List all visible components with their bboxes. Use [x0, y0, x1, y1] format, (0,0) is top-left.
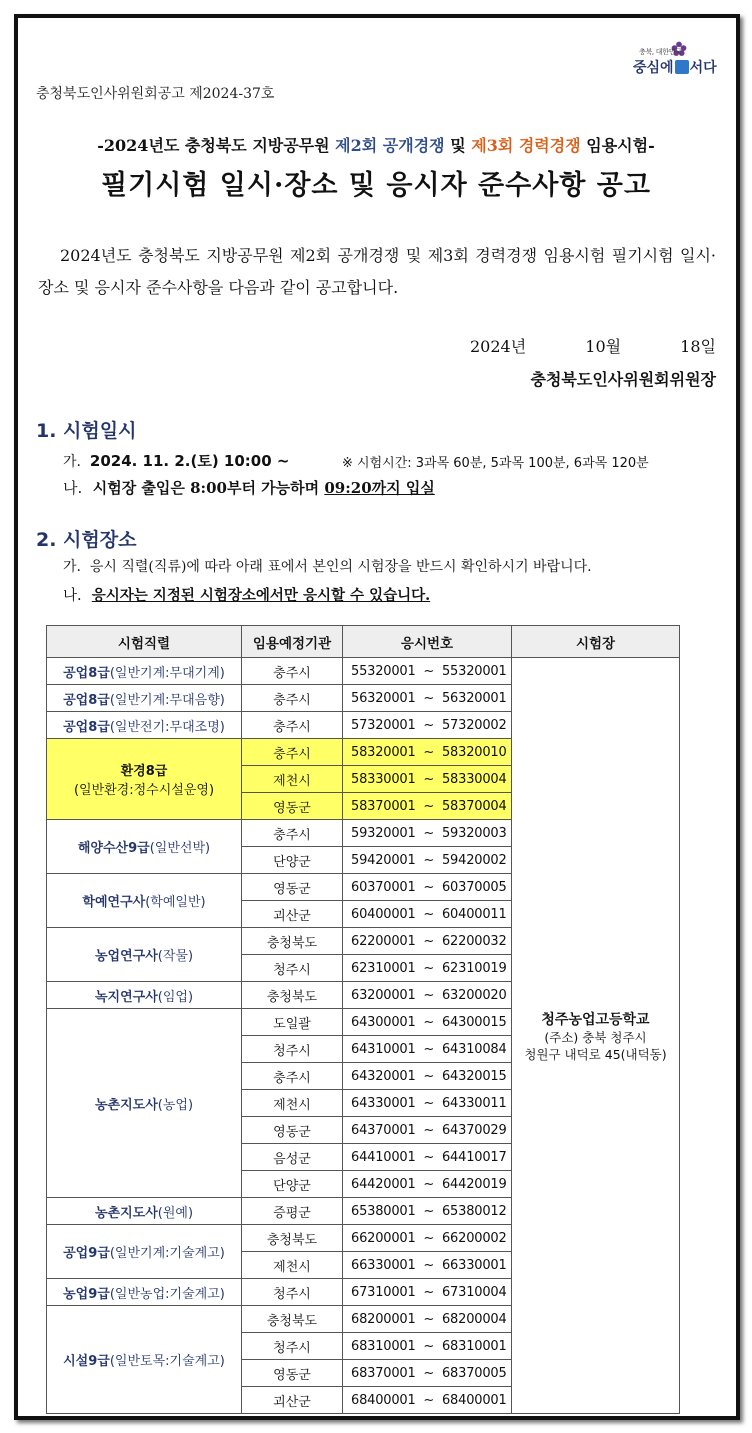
- agency-cell: 청주시: [242, 955, 343, 982]
- job-cell: [47, 982, 242, 1009]
- agency-cell: 영동군: [242, 1360, 343, 1387]
- job-detail: (임업): [157, 989, 194, 1005]
- header-number: 응시번호: [343, 626, 512, 658]
- number-range-cell: 58330001 ~ 58330004: [343, 766, 512, 793]
- agency-cell: 청주시: [242, 1279, 343, 1306]
- job-cell: [47, 739, 242, 820]
- number-range-cell: 64310001 ~ 64310084: [343, 1036, 512, 1063]
- agency-cell: 제천시: [242, 1252, 343, 1279]
- number-range-cell: 58370001 ~ 58370004: [343, 793, 512, 820]
- agency-cell: 충주시: [242, 739, 343, 766]
- agency-cell: 충주시: [242, 658, 343, 685]
- table-row: [47, 658, 680, 685]
- agency-cell: 증평군: [242, 1198, 343, 1225]
- job-cell: [47, 685, 242, 712]
- job-cell: [47, 928, 242, 982]
- job-cell: [47, 1009, 242, 1198]
- agency-cell: 충청북도: [242, 1306, 343, 1333]
- main-title: 필기시험 일시·장소 및 응시자 준수사항 공고: [101, 170, 651, 201]
- number-range-cell: 60370001 ~ 60370005: [343, 874, 512, 901]
- date-year: 2024년: [470, 337, 527, 356]
- job-title: 농촌지도사: [94, 1097, 158, 1113]
- number-range-cell: 64420001 ~ 64420019: [343, 1171, 512, 1198]
- agency-cell: 청주시: [242, 1036, 343, 1063]
- agency-cell: 청주시: [242, 1333, 343, 1360]
- agency-cell: 영동군: [242, 874, 343, 901]
- job-title: 해양수산9급: [77, 841, 150, 856]
- job-detail: (일반기계:무대음향): [109, 692, 225, 708]
- agency-cell: 영동군: [242, 793, 343, 820]
- number-range-cell: 55320001 ~ 55320001: [343, 658, 512, 685]
- agency-cell: 충청북도: [242, 928, 343, 955]
- job-detail: (일반기계:기술계고): [109, 1246, 225, 1261]
- job-title: 농업9급: [63, 1286, 110, 1302]
- number-range-cell: 56320001 ~ 56320001: [343, 685, 512, 712]
- exam-place-cell: [512, 658, 680, 1414]
- agency-cell: 제천시: [242, 766, 343, 793]
- number-range-cell: 68370001 ~ 68370005: [343, 1360, 512, 1387]
- agency-cell: 충주시: [242, 1063, 343, 1090]
- job-cell: [47, 1306, 242, 1414]
- agency-cell: 도일괄: [242, 1009, 343, 1036]
- number-range-cell: 62200001 ~ 62200032: [343, 928, 512, 955]
- job-detail: (일반농업:기술계고): [109, 1286, 225, 1302]
- signer: 충청북도인사위원회위원장: [530, 370, 716, 389]
- number-range-cell: 64320001 ~ 64320015: [343, 1063, 512, 1090]
- job-title: 농촌지도사: [94, 1205, 158, 1221]
- agency-cell: 음성군: [242, 1144, 343, 1171]
- agency-cell: 충청북도: [242, 982, 343, 1009]
- section2-item-ga: 가. 응시 직렬(직류)에 따라 아래 표에서 본인의 시험장을 반드시 확인하시기 바랍니다.: [63, 559, 592, 575]
- job-detail: (일반환경:정수시설운영): [73, 783, 215, 798]
- number-range-cell: 68200001 ~ 68200004: [343, 1306, 512, 1333]
- job-cell: [47, 874, 242, 928]
- notice-number: 충청북도인사위원회공고 제2024-37호: [36, 86, 275, 102]
- section2-item-na: 나. 응시자는 지정된 시험장소에서만 응시할 수 있습니다.: [63, 587, 431, 604]
- agency-cell: 괴산군: [242, 901, 343, 928]
- number-range-cell: 59320001 ~ 59320003: [343, 820, 512, 847]
- job-detail: (일반선박): [149, 841, 211, 856]
- number-range-cell: 63200001 ~ 63200020: [343, 982, 512, 1009]
- job-cell: [47, 1279, 242, 1306]
- logo-slogan: 중심에 서다: [633, 60, 717, 76]
- number-range-cell: 57320001 ~ 57320002: [343, 712, 512, 739]
- job-title: 농업연구사: [94, 949, 158, 964]
- number-range-cell: 66200001 ~ 66200002: [343, 1225, 512, 1252]
- place-address-line1: (주소) 충북 청주시: [544, 1029, 647, 1045]
- logo: [633, 40, 723, 74]
- number-range-cell: 59420001 ~ 59420002: [343, 847, 512, 874]
- job-detail: (농업): [157, 1097, 194, 1113]
- agency-cell: 괴산군: [242, 1387, 343, 1414]
- section1-title: 1. 시험일시: [36, 420, 137, 442]
- header-place: 시험장: [512, 626, 680, 658]
- job-title: 학예연구사: [82, 895, 146, 910]
- number-range-cell: 64370001 ~ 64370029: [343, 1117, 512, 1144]
- place-address-line2: 청원구 내덕로 45(내덕동): [524, 1046, 667, 1062]
- number-range-cell: 66330001 ~ 66330001: [343, 1252, 512, 1279]
- logo-caption: 충북, 대한민국: [639, 48, 682, 56]
- number-range-cell: 62310001 ~ 62310019: [343, 955, 512, 982]
- number-range-cell: 68310001 ~ 68310001: [343, 1333, 512, 1360]
- section1-item-na: 나. 시험장 출입은 8:00부터 가능하며 09:20까지 입실: [63, 479, 435, 497]
- agency-cell: 단양군: [242, 847, 343, 874]
- job-cell: [47, 1225, 242, 1279]
- notice-date: [470, 334, 716, 357]
- job-title: 공업9급: [63, 1246, 110, 1261]
- number-range-cell: 68400001 ~ 68400001: [343, 1387, 512, 1414]
- table-header-row: [47, 626, 680, 658]
- job-detail: (원예): [157, 1205, 194, 1221]
- header-job: 시험직렬: [47, 626, 242, 658]
- section2-title: 2. 시험장소: [36, 529, 137, 551]
- agency-cell: 단양군: [242, 1171, 343, 1198]
- number-range-cell: 64300001 ~ 64300015: [343, 1009, 512, 1036]
- number-range-cell: 64330001 ~ 64330011: [343, 1090, 512, 1117]
- job-title: 공업8급: [63, 692, 110, 708]
- number-range-cell: 64410001 ~ 64410017: [343, 1144, 512, 1171]
- job-cell: [47, 712, 242, 739]
- job-title: 공업8급: [63, 719, 110, 735]
- job-detail: (일반전기:무대조명): [109, 719, 225, 735]
- job-cell: [47, 820, 242, 874]
- number-range-cell: 65380001 ~ 65380012: [343, 1198, 512, 1225]
- place-name: 청주농업고등학교: [541, 1011, 650, 1028]
- intro-paragraph: 2024년도 충청북도 지방공무원 제2회 공개경쟁 및 제3회 경력경쟁 임용시험 필기시험 일시·장소 및 응시자 준수사항을 다음과 같이 공고합니다.: [38, 246, 716, 297]
- job-cell: [47, 658, 242, 685]
- number-range-cell: 60400001 ~ 60400011: [343, 901, 512, 928]
- agency-cell: 충청북도: [242, 1225, 343, 1252]
- header-agency: 임용예정기관: [242, 626, 343, 658]
- agency-cell: 제천시: [242, 1090, 343, 1117]
- job-title: 공업8급: [63, 665, 110, 681]
- job-title: 환경8급: [120, 764, 168, 779]
- subtitle: -2024년도 충청북도 지방공무원 제2회 공개경쟁 및 제3회 경력경쟁 임용시험-: [97, 136, 655, 155]
- date-month: 10월: [585, 337, 622, 356]
- job-title: 녹지연구사: [94, 989, 158, 1005]
- agency-cell: 충주시: [242, 712, 343, 739]
- agency-cell: 영동군: [242, 1117, 343, 1144]
- agency-cell: 충주시: [242, 820, 343, 847]
- agency-cell: 충주시: [242, 685, 343, 712]
- date-day: 18일: [680, 337, 716, 356]
- job-detail: (일반토목:기술계고): [109, 1354, 225, 1369]
- exam-location-table: [46, 625, 680, 1414]
- number-range-cell: 58320001 ~ 58320010: [343, 739, 512, 766]
- job-detail: (작물): [157, 949, 194, 964]
- job-cell: [47, 1198, 242, 1225]
- job-detail: (일반기계:무대기계): [109, 665, 225, 681]
- job-title: 시설9급: [63, 1354, 110, 1369]
- exam-time-note: ※ 시험시간: 3과목 60분, 5과목 100분, 6과목 120분: [342, 456, 649, 471]
- number-range-cell: 67310001 ~ 67310004: [343, 1279, 512, 1306]
- section1-item-ga: 가. 2024. 11. 2.(토) 10:00 ~: [63, 452, 290, 470]
- job-detail: (학예일반): [145, 895, 206, 910]
